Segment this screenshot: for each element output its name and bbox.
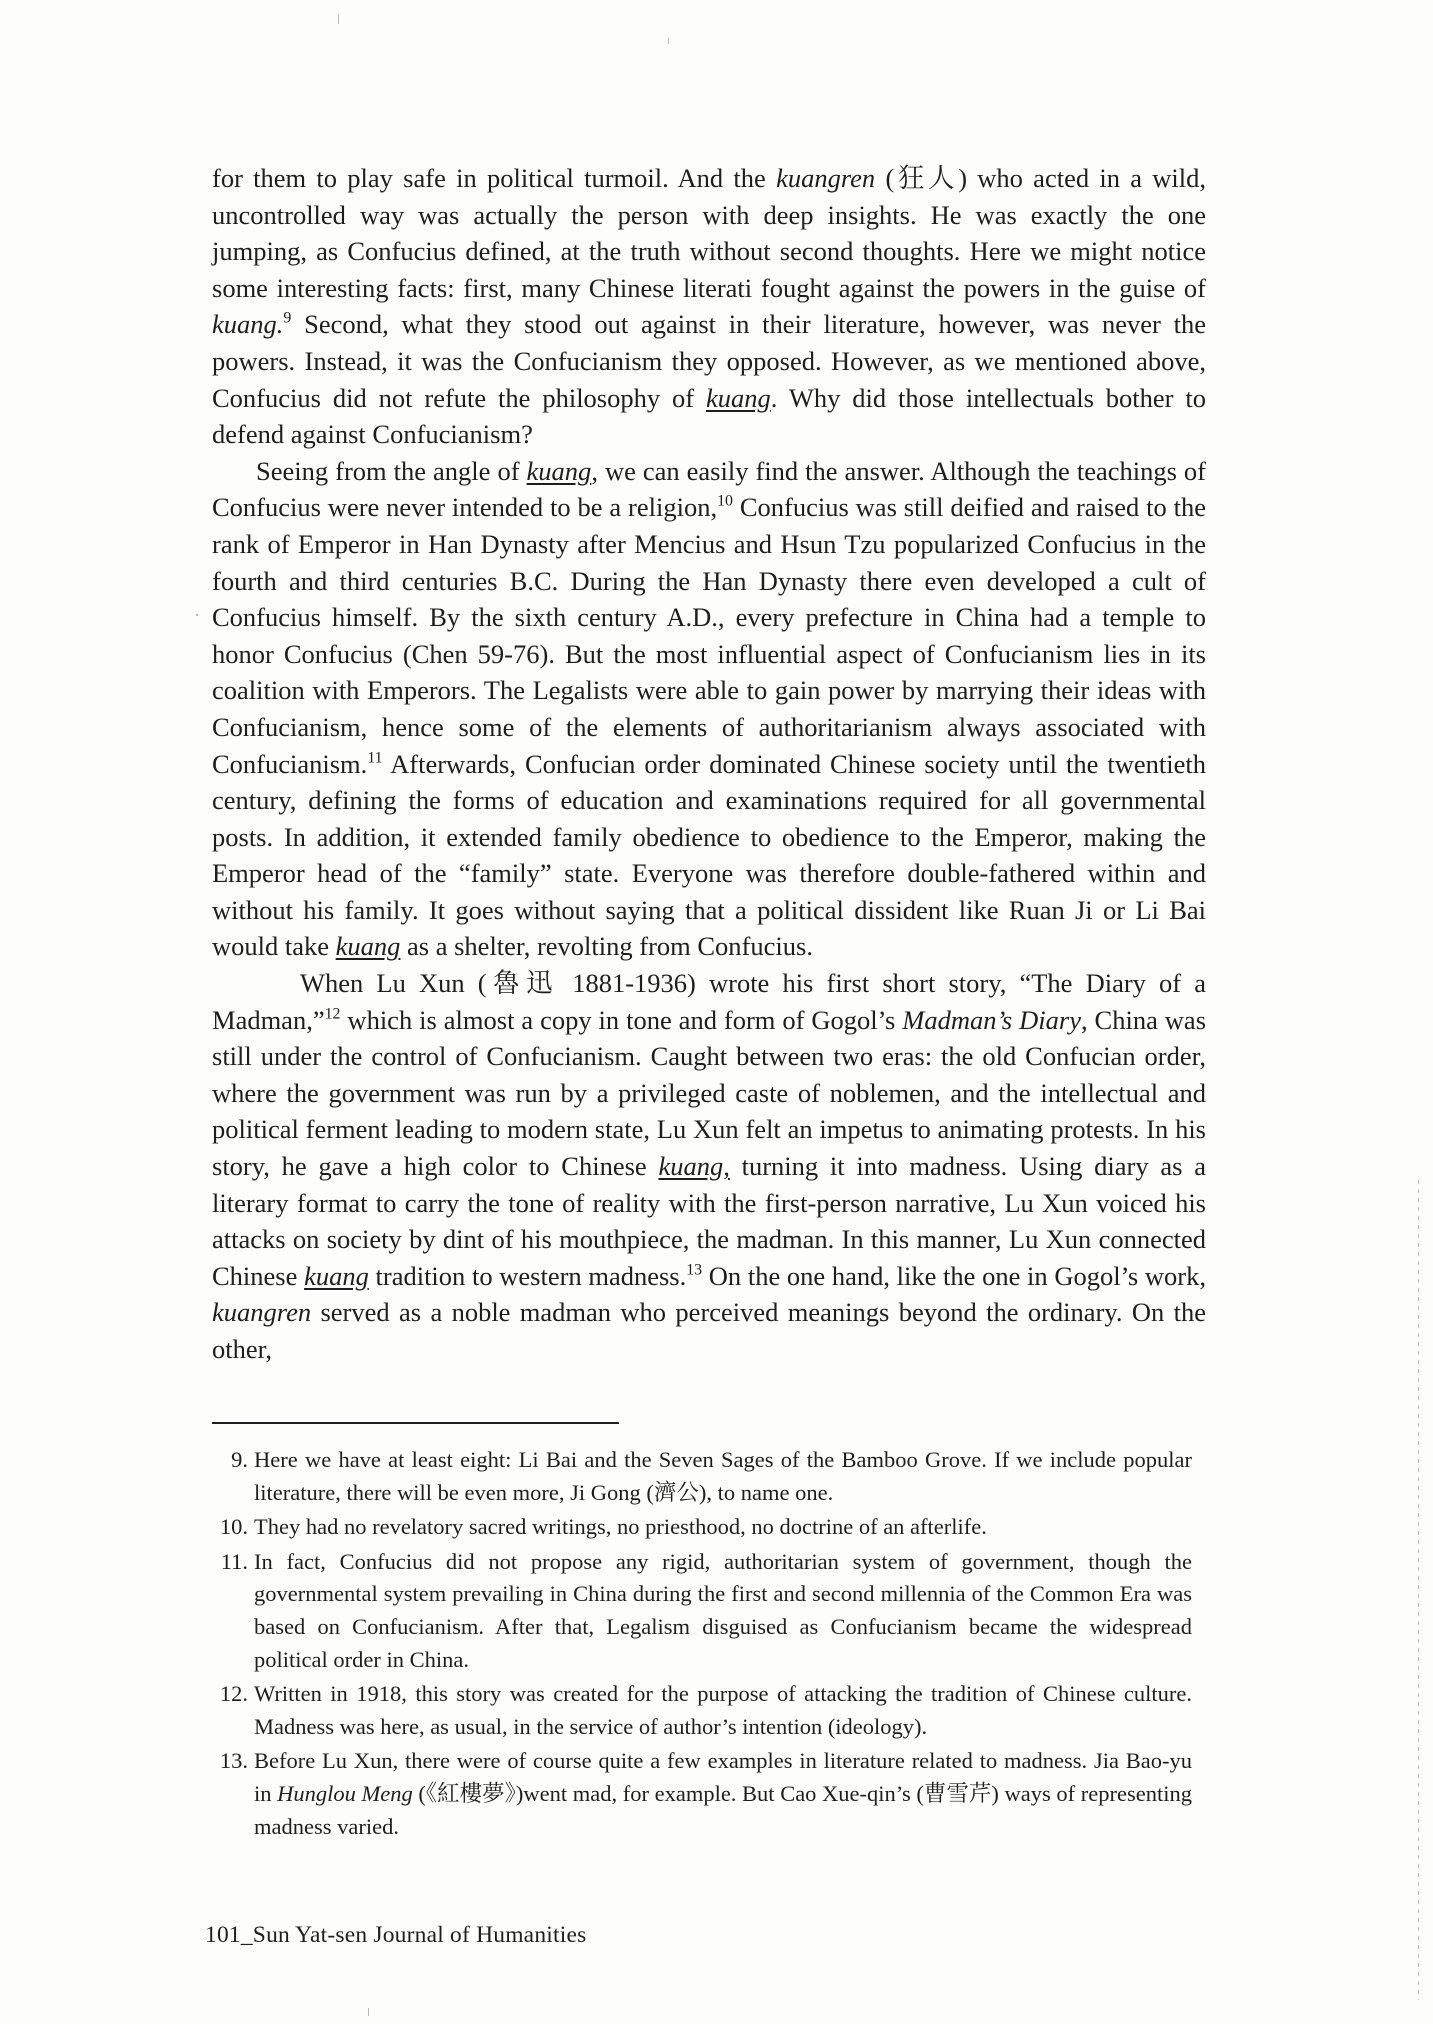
running-footer: 101_Sun Yat-sen Journal of Humanities (205, 1922, 587, 1948)
italic-term: kuang (335, 931, 401, 962)
text-run: turning it into madness. Using diary as a literary format to carry the tone of reality with the first-person narrative, Lu Xun voiced his attacks on society by dint of his mouthpiece, the madman. In this manner, Lu Xun connected Chinese (212, 1151, 1206, 1291)
footnote (212, 1511, 1192, 1544)
footnote-number: 12. (219, 1681, 248, 1707)
text-run: , we can easily find the answer. Although the teachings of Confucius were never intended to be a religion, (212, 455, 1206, 523)
footnote-number: 13. (219, 1748, 248, 1774)
text-run: Before Lu Xun, there were of course quite a few examples in literature related to madness. Jia Bao-yu in (254, 1748, 1192, 1806)
text-run: On the one hand, like the one in Gogol’s work, (702, 1260, 1206, 1291)
footnote-rule (212, 1422, 619, 1424)
text-run: Second, what they stood out against in their literature, however, was never the powers. Instead, it was the Confucianism they opposed. However, as we mentioned above, Confucius did not refute the philosophy of (212, 309, 1206, 413)
text-run: Confucius was still deified and raised to the rank of Emperor in Han Dynasty after Mencius and Hsun Tzu popularized Confucius in the fourth and third centuries B.C. During the Han Dynasty there even developed a cult of Confucius himself. By the sixth century A.D., every prefecture in China had a temple to honor Confucius (Chen 59-76). But the most influential aspect of Confucianism lies in its coalition with Emperors. The Legalists were able to gain power by marrying their ideas with Confucianism, hence some of the elements of authoritarianism always associated with Confucianism. (212, 492, 1206, 779)
scan-speck (668, 38, 669, 44)
text-run: Afterwards, Confucian order dominated Chinese society until the twentieth century, defining the forms of education and examinations required for all governmental posts. In addition, it extended family obedience to obedience to the Emperor, making the Emperor head of the “family” state. Everyone was therefore double-fathered within and without his family. It goes without saying that a political dissident like Ruan Ji or Li Bai would take (212, 748, 1206, 962)
italic-term: kuang (526, 455, 592, 486)
italic-term: kuang (304, 1260, 369, 1291)
footnote-text: In fact, Confucius did not propose any rigid, authoritarian system of government, though the governmental system prevailing in China during the first and second millennia of the Common Era was based on Confucianism. After that, Legalism disguised as Confucianism became the widespread political order in China. (254, 1548, 1192, 1672)
footnote-number: 10. (219, 1514, 248, 1540)
footnote (212, 1444, 1192, 1509)
text-run: tradition to western madness. (368, 1260, 687, 1291)
italic-term: kuangren (212, 1297, 312, 1328)
scan-edge (1418, 1180, 1419, 2000)
text-run: (《紅樓夢》)went mad, for example. But Cao Xue-qin’s (曹雪芹) ways of representing madness varied. (254, 1780, 1192, 1839)
footnote-ref: 12 (324, 1005, 341, 1023)
body-text (212, 160, 1206, 1368)
footnote-ref: 11 (367, 749, 383, 767)
footnotes (212, 1444, 1192, 1845)
footnote-number: 11. (220, 1548, 248, 1574)
text-run: (狂人) who acted in a wild, uncontrolled way was actually the person with deep insights. He was exactly the one jumping, as Confucius defined, at the truth without second thoughts. Here we might notice some interesting facts: first, many Chinese literati fought against the powers in the guise of (212, 163, 1206, 303)
text-run: . Why did those intellectuals bother to defend against Confucianism? (212, 382, 1207, 450)
footnote-text: They had no revelatory sacred writings, no priesthood, no doctrine of an afterlife. (254, 1514, 987, 1540)
italic-term: kuangren (776, 163, 876, 193)
footnote (212, 1546, 1192, 1676)
footnote-ref: 13 (686, 1261, 703, 1279)
italic-term: kuang. (212, 309, 284, 340)
scan-speck (338, 14, 339, 24)
text-run: served as a noble madman who perceived meanings beyond the ordinary. On the other, (212, 1297, 1206, 1364)
footnote-ref: 10 (717, 493, 733, 511)
footnote-text: Here we have at least eight: Li Bai and the Seven Sages of the Bamboo Grove. If we include popular literature, there will be even more, Ji Gong (濟公), to name one. (254, 1447, 1192, 1505)
text-run: for them to play safe in political turmoil. And the (212, 163, 777, 193)
paragraph (212, 160, 1206, 453)
footnote (212, 1678, 1192, 1743)
footnote-ref: 9 (283, 310, 292, 328)
scan-speck (196, 614, 198, 616)
footnote-number: 9. (231, 1447, 248, 1472)
footnote (212, 1745, 1192, 1843)
text-run: which is almost a copy in tone and form of Gogol’s (340, 1004, 903, 1035)
paragraph (212, 965, 1206, 1368)
italic-term: kuang, (658, 1151, 730, 1182)
text-run: When Lu Xun (魯迅 1881-1936) wrote his first short story, “The Diary of a Madman,” (212, 968, 1206, 1035)
footnote-text: Written in 1918, this story was created for the purpose of attacking the tradition of Chinese culture. Madness was here, as usual, in the service of author’s intention (ideology). (254, 1681, 1192, 1739)
italic-title: Madman’s Diary (902, 1004, 1081, 1035)
text-run: , China was still under the control of Confucianism. Caught between two eras: the old Confucian order, where the government was run by a privileged caste of noblemen, and the intellectual and political ferment leading to modern state, Lu Xun felt an impetus to animating protests. In his story, he gave a high color to Chinese (212, 1004, 1207, 1182)
text-run: as a shelter, revolting from Confucius. (400, 931, 813, 962)
italic-term: kuang (706, 382, 771, 413)
paragraph (212, 453, 1206, 965)
footnote-text (254, 1745, 1192, 1843)
italic-title: Hunglou Meng (277, 1780, 413, 1806)
scan-speck (368, 2008, 369, 2016)
text-run: Seeing from the angle of (256, 455, 527, 486)
